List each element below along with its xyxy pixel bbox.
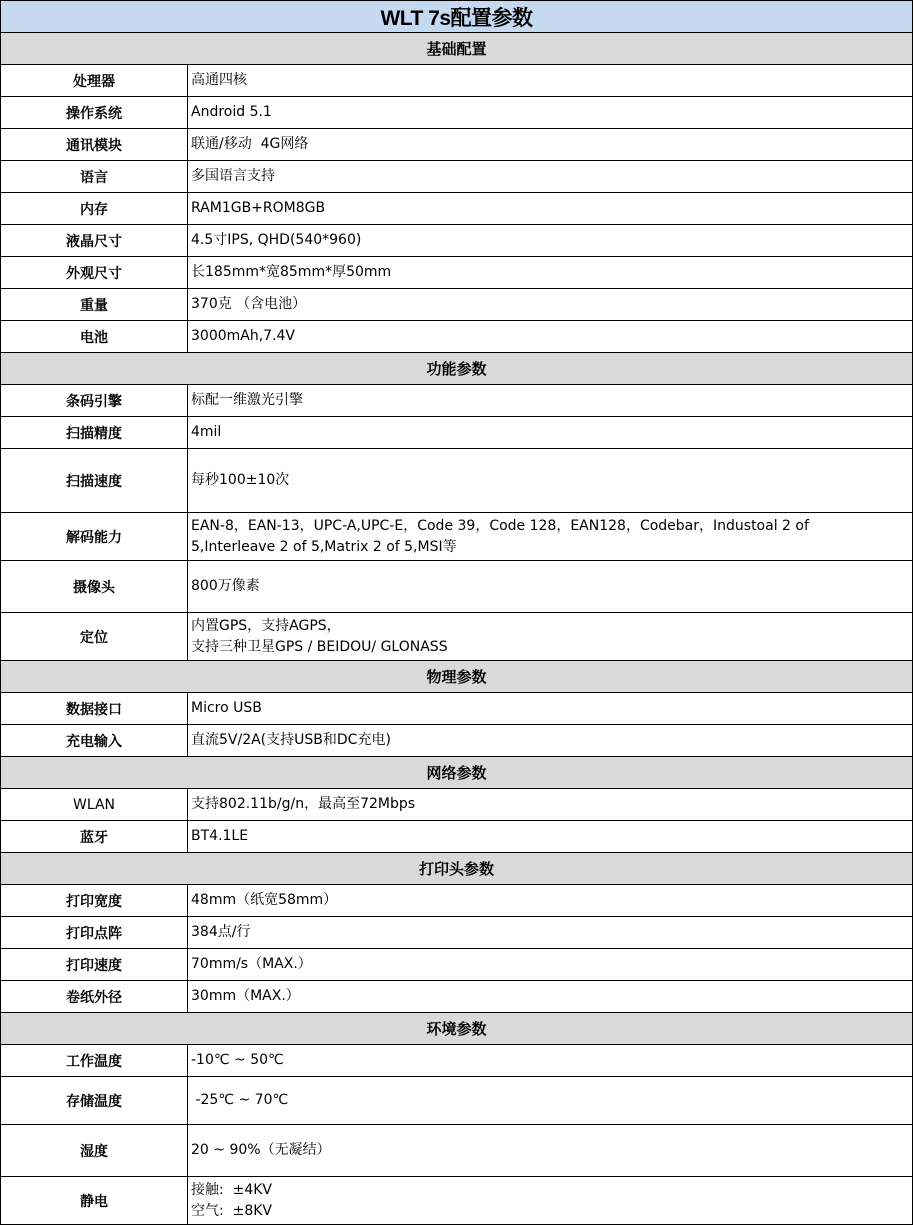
spec-value-line: 空气: ±8KV bbox=[191, 1202, 273, 1219]
spec-row bbox=[1, 65, 913, 97]
spec-row bbox=[1, 1177, 913, 1225]
spec-label: WLAN bbox=[1, 789, 188, 820]
spec-row bbox=[1, 321, 913, 353]
spec-value bbox=[188, 193, 913, 224]
spec-value bbox=[188, 1077, 913, 1124]
spec-row bbox=[1, 789, 913, 821]
spec-value bbox=[188, 65, 913, 96]
section-header bbox=[1, 1013, 913, 1045]
spec-label: 打印速度 bbox=[1, 949, 188, 980]
spec-label: 打印点阵 bbox=[1, 917, 188, 948]
spec-value-line: 4mil bbox=[191, 424, 222, 440]
spec-value bbox=[188, 1177, 913, 1224]
spec-label: 蓝牙 bbox=[1, 821, 188, 852]
spec-value bbox=[188, 1045, 913, 1076]
spec-label: 工作温度 bbox=[1, 1045, 188, 1076]
spec-value-line: 48mm（纸宽58mm） bbox=[191, 892, 338, 908]
spec-value bbox=[188, 97, 913, 128]
spec-value-line: 接触: ±4KV bbox=[191, 1181, 273, 1198]
spec-label: 语言 bbox=[1, 161, 188, 192]
spec-value-line: 384点/行 bbox=[191, 924, 251, 940]
spec-value-line: 直流5V/2A(支持USB和DC充电) bbox=[191, 732, 391, 748]
section-header bbox=[1, 661, 913, 693]
spec-sections bbox=[1, 33, 913, 1225]
spec-value bbox=[188, 789, 913, 820]
spec-value-line: 3000mAh,7.4V bbox=[191, 328, 296, 344]
section-header bbox=[1, 853, 913, 885]
table-title-row bbox=[1, 1, 913, 33]
spec-row bbox=[1, 417, 913, 449]
spec-value-line: 70mm/s（MAX.） bbox=[191, 956, 312, 972]
spec-label: 通讯模块 bbox=[1, 129, 188, 160]
spec-value bbox=[188, 561, 913, 612]
spec-value-line: 30mm（MAX.） bbox=[191, 988, 300, 1004]
section-title: 环境参数 bbox=[426, 1020, 487, 1038]
spec-value-line: RAM1GB+ROM8GB bbox=[191, 200, 326, 216]
spec-value-line: 多国语言支持 bbox=[191, 168, 275, 184]
spec-label: 条码引擎 bbox=[1, 385, 188, 416]
spec-value-line: 支持802.11b/g/n，最高至72Mbps bbox=[191, 796, 416, 812]
spec-label: 摄像头 bbox=[1, 561, 188, 612]
spec-value bbox=[188, 1125, 913, 1176]
spec-row bbox=[1, 725, 913, 757]
spec-value bbox=[188, 225, 913, 256]
spec-row bbox=[1, 561, 913, 613]
spec-value bbox=[188, 949, 913, 980]
spec-value-line: 高通四核 bbox=[191, 72, 247, 88]
spec-value bbox=[188, 885, 913, 916]
spec-value-line: Micro USB bbox=[191, 700, 262, 716]
spec-value-line: 长185mm*宽85mm*厚50mm bbox=[191, 264, 392, 280]
spec-label: 操作系统 bbox=[1, 97, 188, 128]
spec-value bbox=[188, 385, 913, 416]
spec-label: 扫描速度 bbox=[1, 449, 188, 512]
spec-row bbox=[1, 97, 913, 129]
spec-label: 外观尺寸 bbox=[1, 257, 188, 288]
spec-label: 内存 bbox=[1, 193, 188, 224]
section-title: 物理参数 bbox=[426, 668, 487, 686]
spec-row bbox=[1, 1077, 913, 1125]
spec-value bbox=[188, 289, 913, 320]
spec-value bbox=[188, 917, 913, 948]
spec-value-line: 标配一维激光引擎 bbox=[191, 392, 303, 408]
spec-row bbox=[1, 161, 913, 193]
spec-label: 定位 bbox=[1, 613, 188, 660]
spec-row bbox=[1, 693, 913, 725]
section-title: 功能参数 bbox=[426, 360, 487, 378]
spec-label: 卷纸外径 bbox=[1, 981, 188, 1012]
spec-label: 数据接口 bbox=[1, 693, 188, 724]
spec-value-line: 5,Interleave 2 of 5,Matrix 2 of 5,MSI等 bbox=[191, 538, 457, 555]
spec-value bbox=[188, 725, 913, 756]
section-header bbox=[1, 353, 913, 385]
spec-row bbox=[1, 1125, 913, 1177]
spec-row bbox=[1, 449, 913, 513]
spec-row bbox=[1, 949, 913, 981]
spec-row bbox=[1, 981, 913, 1013]
spec-value bbox=[188, 417, 913, 448]
section-title: 基础配置 bbox=[426, 40, 487, 58]
spec-row bbox=[1, 193, 913, 225]
spec-label: 存储温度 bbox=[1, 1077, 188, 1124]
section-header bbox=[1, 33, 913, 65]
spec-value-line: 20 ~ 90%（无凝结） bbox=[191, 1142, 331, 1158]
spec-row bbox=[1, 257, 913, 289]
spec-row bbox=[1, 289, 913, 321]
spec-label: 液晶尺寸 bbox=[1, 225, 188, 256]
spec-label: 电池 bbox=[1, 321, 188, 352]
section-title: 打印头参数 bbox=[418, 860, 494, 878]
spec-label: 充电输入 bbox=[1, 725, 188, 756]
spec-value bbox=[188, 693, 913, 724]
spec-label: 湿度 bbox=[1, 1125, 188, 1176]
spec-value bbox=[188, 513, 913, 560]
spec-label: 静电 bbox=[1, 1177, 188, 1224]
spec-row bbox=[1, 885, 913, 917]
spec-value-line: -10℃ ~ 50℃ bbox=[191, 1052, 284, 1068]
spec-value bbox=[188, 257, 913, 288]
spec-value bbox=[188, 613, 913, 660]
spec-value-line: -25℃ ~ 70℃ bbox=[191, 1092, 289, 1108]
spec-row bbox=[1, 1045, 913, 1077]
spec-row bbox=[1, 129, 913, 161]
spec-value-line: 支持三种卫星GPS / BEIDOU/ GLONASS bbox=[191, 638, 448, 655]
spec-label: 重量 bbox=[1, 289, 188, 320]
table-title: WLT 7s配置参数 bbox=[380, 6, 533, 30]
spec-row bbox=[1, 821, 913, 853]
spec-label: 扫描精度 bbox=[1, 417, 188, 448]
spec-value bbox=[188, 129, 913, 160]
spec-row bbox=[1, 513, 913, 561]
spec-value-line: EAN-8，EAN-13，UPC-A,UPC-E，Code 39，Code 128，EAN128，Codebar，Industoal 2 of bbox=[191, 517, 809, 534]
section-header bbox=[1, 757, 913, 789]
spec-value bbox=[188, 821, 913, 852]
spec-value bbox=[188, 981, 913, 1012]
spec-row bbox=[1, 917, 913, 949]
spec-value bbox=[188, 321, 913, 352]
spec-label: 处理器 bbox=[1, 65, 188, 96]
spec-value bbox=[188, 449, 913, 512]
spec-value-line: 联通/移动 4G网络 bbox=[191, 136, 309, 152]
spec-row bbox=[1, 385, 913, 417]
spec-value-line: BT4.1LE bbox=[191, 828, 249, 844]
section-title: 网络参数 bbox=[426, 764, 487, 782]
spec-label: 解码能力 bbox=[1, 513, 188, 560]
spec-value-line: 800万像素 bbox=[191, 578, 260, 594]
spec-value-line: 370克 （含电池） bbox=[191, 296, 307, 312]
spec-value bbox=[188, 161, 913, 192]
spec-value-line: 每秒100±10次 bbox=[191, 472, 290, 488]
spec-row bbox=[1, 613, 913, 661]
spec-label: 打印宽度 bbox=[1, 885, 188, 916]
spec-value-line: 内置GPS，支持AGPS， bbox=[191, 617, 341, 634]
spec-value-line: 4.5寸IPS, QHD(540*960) bbox=[191, 232, 362, 248]
spec-value-line: Android 5.1 bbox=[191, 104, 272, 120]
spec-row bbox=[1, 225, 913, 257]
